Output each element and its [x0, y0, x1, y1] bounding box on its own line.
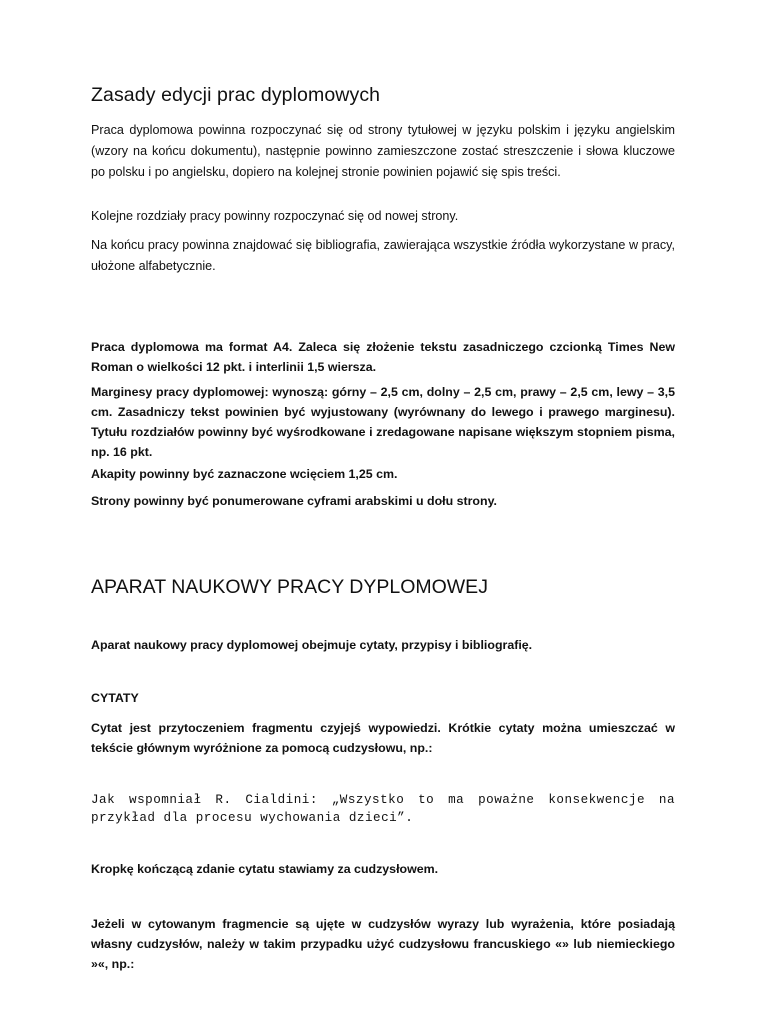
quote-example: Jak wspomniał R. Cialdini: „Wszystko to ma poważne konsekwencje na przykład dla procesu wychowania dzieci”.	[91, 793, 675, 825]
paragraph-indent: Akapity powinny być zaznaczone wcięciem 1,25 cm.	[91, 467, 398, 481]
paragraph-quote-definition: Cytat jest przytoczeniem fragmentu czyjejś wypowiedzi. Krótkie cytaty można umieszczać w tekście głównym wyróżnione za pomocą cudzysłowu, np.:	[91, 721, 675, 755]
section-title: APARAT NAUKOWY PRACY DYPLOMOWEJ	[91, 576, 488, 598]
subheading-quotes: CYTATY	[91, 691, 139, 705]
document-title: Zasady edycji prac dyplomowych	[91, 84, 381, 106]
paragraph-bibliography: Na końcu pracy powinna znajdować się bibliografia, zawierająca wszystkie źródła wykorzystane w pracy, ułożone alfabetycznie.	[91, 238, 675, 273]
paragraph-chapters: Kolejne rozdziały pracy powinny rozpoczynać się od nowej strony.	[91, 209, 459, 223]
paragraph-apparatus: Aparat naukowy pracy dyplomowej obejmuje cytaty, przypisy i bibliografię.	[91, 638, 533, 652]
paragraph-structure: Praca dyplomowa powinna rozpoczynać się od strony tytułowej w języku polskim i języku angielskim (wzory na końcu dokumentu), następnie powinno zamieszczone zostać streszczenie i słowa kluczowe po polsku i po angielsku, dopiero na kolejnej stronie powinien pojawić się spis treści.	[91, 123, 675, 179]
paragraph-margins: Marginesy pracy dyplomowej: wynoszą: górny – 2,5 cm, dolny – 2,5 cm, prawy – 2,5 cm, lewy – 3,5 cm. Zasadniczy tekst powinien być wyjustowany (wyrównany do lewego i prawego marginesu). Tytułu rozdziałów powinny być wyśrodkowane i zredagowane napisane większym stopniem pisma, np. 16 pkt.	[91, 385, 675, 459]
paragraph-page-numbers: Strony powinny być ponumerowane cyframi arabskimi u dołu strony.	[91, 494, 497, 508]
paragraph-period-rule: Kropkę kończącą zdanie cytatu stawiamy za cudzysłowem.	[91, 862, 439, 876]
paragraph-format: Praca dyplomowa ma format A4. Zaleca się złożenie tekstu zasadniczego czcionką Times New Roman o wielkości 12 pkt. i interlinii 1,5 wiersza.	[91, 340, 675, 374]
paragraph-nested-quotes: Jeżeli w cytowanym fragmencie są ujęte w cudzysłów wyrazy lub wyrażenia, które posiadają własny cudzysłów, należy w takim przypadku użyć cudzysłowu francuskiego «» lub niemieckiego »«, np.:	[91, 917, 675, 971]
